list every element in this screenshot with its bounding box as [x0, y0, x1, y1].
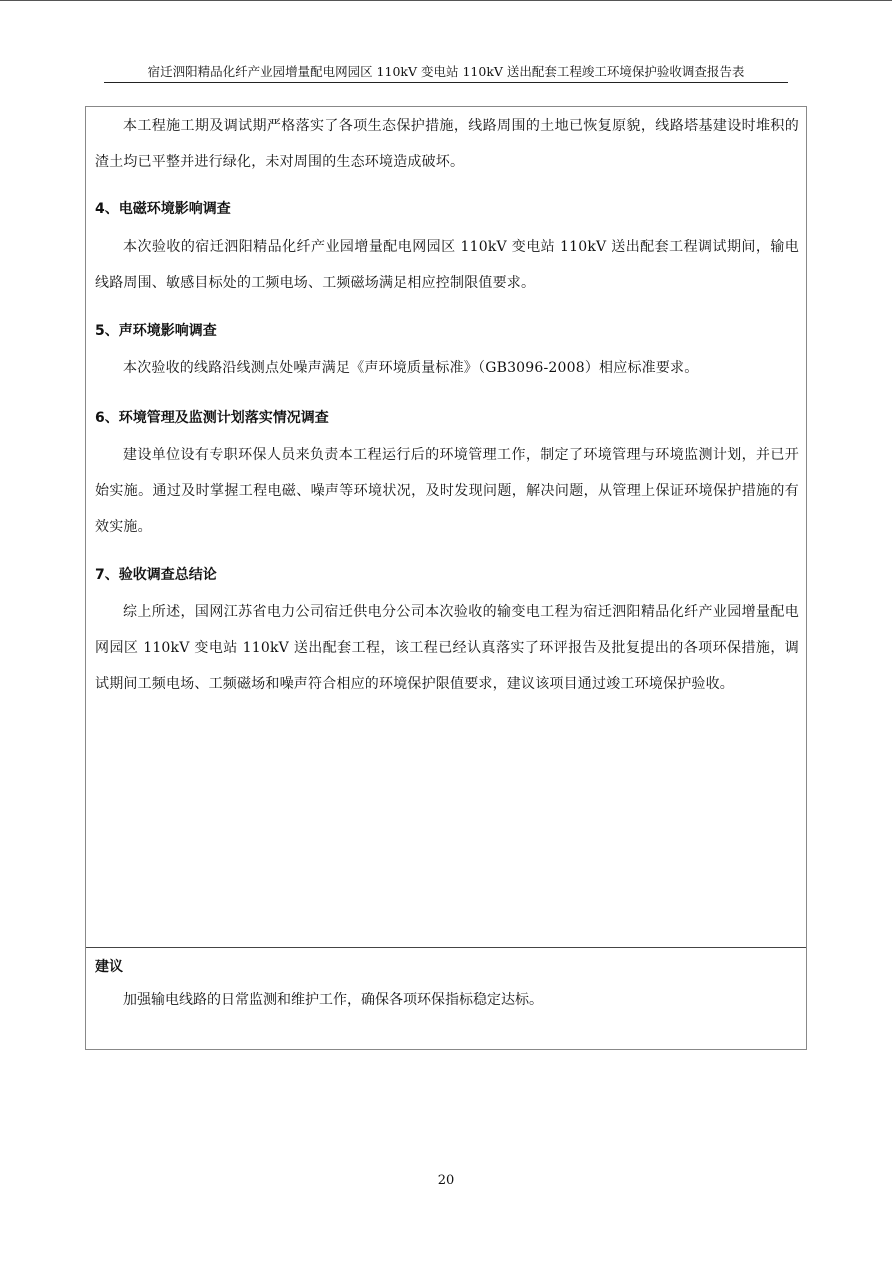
section-heading-management: 6、环境管理及监测计划落实情况调查 — [95, 410, 329, 426]
report-table — [85, 106, 807, 1050]
recommendation-text: 加强输电线路的日常监测和维护工作，确保各项环保指标稳定达标。 — [123, 992, 543, 1008]
section-heading-acoustic: 5、声环境影响调查 — [95, 323, 217, 339]
recommendation-title: 建议 — [95, 959, 123, 975]
section-paragraph-electromagnetic: 本次验收的宿迁泗阳精品化纤产业园增量配电网园区 110kV 变电站 110kV 送出配套工程调试期间，输电线路周围、敏感目标处的工频电场、工频磁场满足相应控制限值要求。 — [95, 239, 799, 291]
page-top-border — [0, 0, 892, 1]
section-heading-electromagnetic: 4、电磁环境影响调查 — [95, 201, 231, 217]
section-paragraph-conclusion: 综上所述，国网江苏省电力公司宿迁供电分公司本次验收的输变电工程为宿迁泗阳精品化纤产业园增量配电网园区 110kV 变电站 110kV 送出配套工程，该工程已经认真落实了环评报告及批复提出的各项环保措施，调试期间工频电场、工频磁场和噪声符合相应的环境保护限值要求，建议该项目通过竣工环境保护验收。 — [95, 604, 799, 692]
section-paragraph-acoustic: 本次验收的线路沿线测点处噪声满足《声环境质量标准》（GB3096-2008）相应标准要求。 — [123, 360, 699, 376]
section-paragraph-management: 建设单位设有专职环保人员来负责本工程运行后的环境管理工作，制定了环境管理与环境监测计划，并已开始实施。通过及时掌握工程电磁、噪声等环境状况，及时发现问题，解决问题，从管理上保证环境保护措施的有效实施。 — [95, 447, 799, 535]
page-number: 20 — [437, 1173, 455, 1188]
page-header-title: 宿迁泗阳精品化纤产业园增量配电网园区 110kV 变电站 110kV 送出配套工程竣工环境保护验收调查报告表 — [104, 62, 788, 83]
section-heading-conclusion: 7、验收调查总结论 — [95, 567, 217, 583]
findings-cell — [86, 107, 806, 947]
recommendation-cell — [86, 948, 806, 1049]
intro-paragraph: 本工程施工期及调试期严格落实了各项生态保护措施，线路周围的土地已恢复原貌，线路塔基建设时堆积的渣土均已平整并进行绿化，未对周围的生态环境造成破坏。 — [95, 118, 799, 170]
